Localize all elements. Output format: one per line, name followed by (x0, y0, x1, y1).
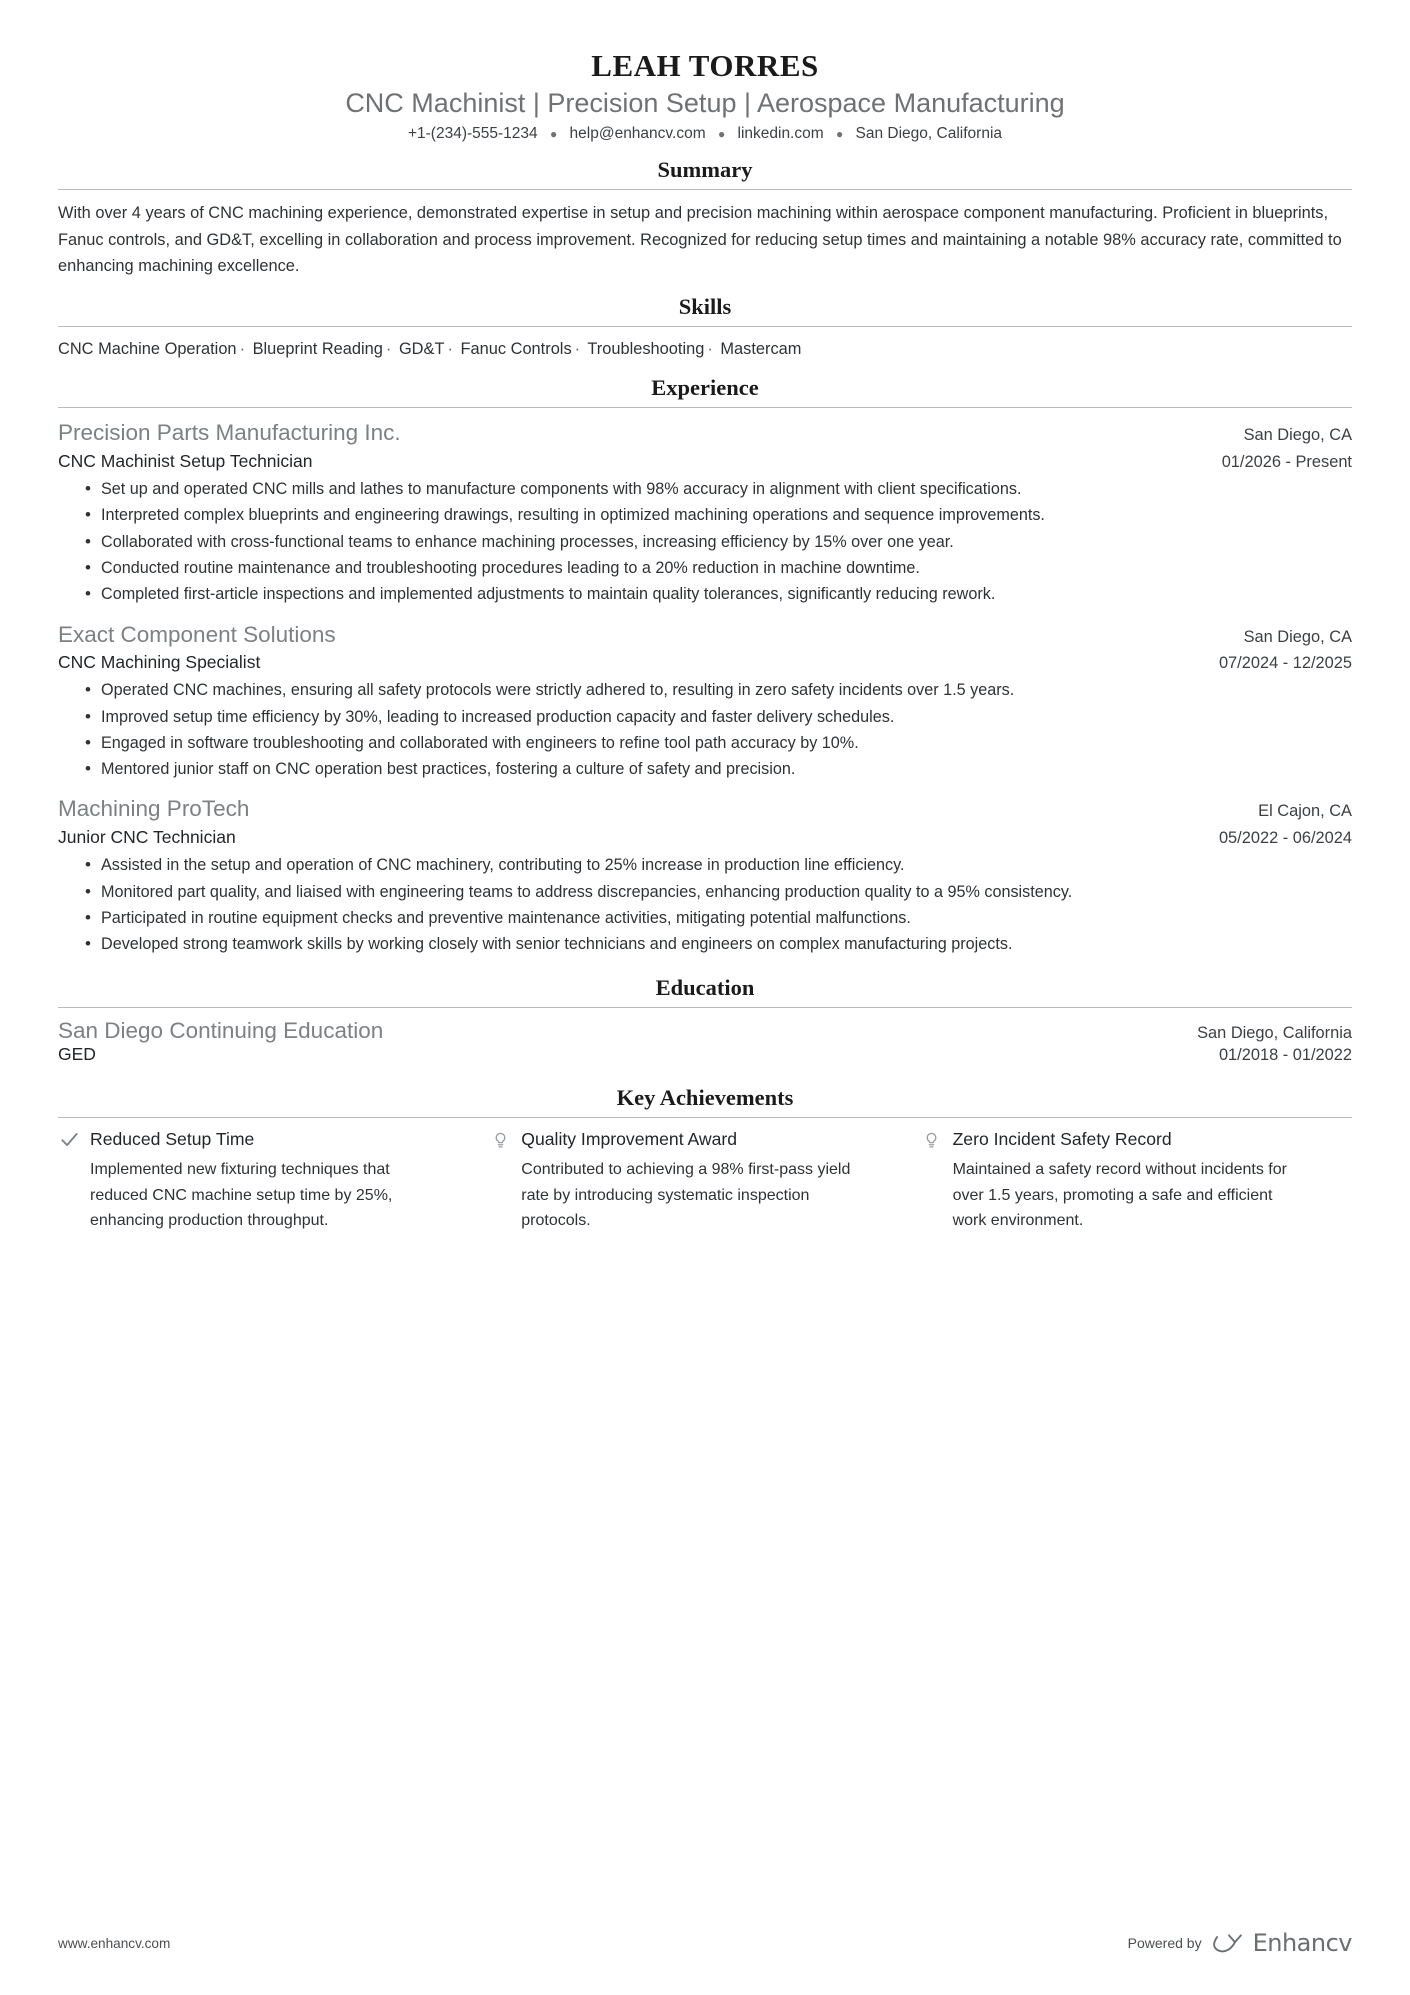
section-title-skills: Skills (678, 293, 732, 319)
bullet-item: • Developed strong teamwork skills by working closely with senior technicians and engineers on complex manufacturing projects. (85, 932, 1352, 957)
experience-bullets (58, 853, 1352, 957)
section-title-achievements: Key Achievements (616, 1085, 794, 1111)
achievement-description: Implemented new fixturing techniques that reduced CNC machine setup time by 25%, enhancing production throughput. (90, 1161, 393, 1230)
education-entry (58, 1018, 1352, 1065)
contact-location: San Diego, California (855, 125, 1003, 142)
page-footer (58, 1929, 1352, 1957)
skill-item: CNC Machine Operation (58, 339, 237, 358)
summary-text: With over 4 years of CNC machining experience, demonstrated expertise in setup and precision machining within aerospace component manufacturing. Proficient in blueprints, Fanuc controls, and GD&T, excelling in collaboration and process improvement. Recognized for reducing setup times and maintaining a notable 98% accuracy rate, committed to enhancing machining excellence. (58, 204, 1342, 276)
candidate-headline: CNC Machinist | Precision Setup | Aerospace Manufacturing (345, 88, 1065, 118)
contact-email[interactable]: help@enhancv.com (569, 125, 706, 142)
bullet-item: • Improved setup time efficiency by 30%, leading to increased production capacity and faster delivery schedules. (85, 705, 1352, 730)
skill-item: Troubleshooting (587, 339, 705, 358)
bullet-item: • Collaborated with cross-functional teams to enhance machining processes, increasing efficiency by 15% over one year. (85, 530, 1352, 555)
contact-linkedin[interactable]: linkedin.com (737, 125, 824, 142)
section-divider (58, 1007, 1352, 1008)
experience-entry (58, 794, 1352, 957)
experience-company: Precision Parts Manufacturing Inc. (58, 420, 401, 446)
section-divider (58, 326, 1352, 327)
skills-list: CNC Machine Operation · Blueprint Reading · GD&T · Fanuc Controls · Troubleshooting · Mastercam (58, 339, 802, 358)
experience-role: CNC Machinist Setup Technician (58, 450, 313, 471)
experience-entry (58, 620, 1352, 783)
contact-phone: +1-(234)-555-1234 (407, 125, 538, 142)
experience-dates: 05/2022 - 06/2024 (1218, 828, 1352, 847)
experience-entry (58, 418, 1352, 607)
bullet-item: • Operated CNC machines, ensuring all safety protocols were strictly adhered to, resulting in zero safety incidents over 1.5 years. (85, 678, 1352, 703)
skill-item: Blueprint Reading (252, 339, 383, 358)
experience-role: CNC Machining Specialist (58, 651, 261, 672)
enhancv-mark-icon (1212, 1930, 1246, 1956)
section-title-experience: Experience (651, 375, 759, 401)
lightbulb-icon (489, 1128, 511, 1234)
bullet-item: • Interpreted complex blueprints and engineering drawings, resulting in optimized machining operations and sequence improvements. (85, 503, 1352, 528)
achievement-item (489, 1128, 920, 1234)
section-title-summary: Summary (657, 157, 753, 182)
achievement-item (921, 1128, 1352, 1234)
contact-line (58, 125, 1352, 143)
experience-location: El Cajon, CA (1258, 802, 1352, 821)
experience-location: San Diego, CA (1243, 426, 1352, 445)
bullet-item: • Conducted routine maintenance and troubleshooting procedures leading to a 20% reduction in machine downtime. (85, 556, 1352, 581)
separator-dot: ● (717, 126, 726, 141)
bullet-item: • Completed first-article inspections and implemented adjustments to maintain quality tolerances, significantly reducing rework. (85, 582, 1352, 607)
bullet-item: • Set up and operated CNC mills and lathes to manufacture components with 98% accuracy in alignment with client specifications. (85, 477, 1352, 502)
achievement-description: Contributed to achieving a 98% first-pass yield rate by introducing systematic inspection protocols. (521, 1161, 851, 1230)
experience-location: San Diego, CA (1243, 627, 1352, 646)
bullet-item: • Assisted in the setup and operation of CNC machinery, contributing to 25% increase in production line efficiency. (85, 853, 1352, 878)
candidate-name: LEAH TORRES (591, 48, 819, 83)
skill-item: GD&T (398, 339, 445, 358)
education-school: San Diego Continuing Education (58, 1018, 384, 1044)
achievement-title: Quality Improvement Award (521, 1129, 738, 1150)
separator-dot: ● (549, 126, 558, 141)
resume-header (58, 48, 1352, 143)
bullet-item: • Engaged in software troubleshooting and collaborated with engineers to refine tool path accuracy by 10%. (85, 731, 1352, 756)
achievement-item (58, 1128, 489, 1234)
lightbulb-icon (921, 1128, 943, 1234)
enhancv-logo (1212, 1929, 1352, 1957)
separator-dot: ● (835, 126, 844, 141)
section-title-education: Education (655, 975, 755, 1001)
bullet-item: • Mentored junior staff on CNC operation best practices, fostering a culture of safety and precision. (85, 757, 1352, 782)
powered-by-label: Powered by (1127, 1935, 1202, 1951)
section-divider (58, 189, 1352, 190)
experience-company: Machining ProTech (58, 796, 250, 822)
experience-dates: 07/2024 - 12/2025 (1218, 653, 1352, 672)
bullet-item: • Participated in routine equipment checks and preventive maintenance activities, mitigating potential malfunctions. (85, 906, 1352, 931)
education-location: San Diego, California (1197, 1024, 1352, 1043)
experience-bullets (58, 477, 1352, 607)
education-dates: 01/2018 - 01/2022 (1218, 1046, 1352, 1065)
skill-item: Fanuc Controls (460, 339, 572, 358)
footer-url[interactable]: www.enhancv.com (58, 1935, 171, 1951)
section-divider (58, 1117, 1352, 1118)
experience-dates: 01/2026 - Present (1221, 452, 1352, 471)
brand-name: Enhancv (1252, 1929, 1352, 1957)
achievement-description: Maintained a safety record without incidents for over 1.5 years, promoting a safe and efficient work environment. (952, 1161, 1287, 1230)
section-divider (58, 407, 1352, 408)
achievements-grid (58, 1128, 1352, 1234)
experience-bullets (58, 678, 1352, 782)
education-degree: GED (58, 1044, 96, 1065)
check-icon (58, 1128, 80, 1234)
experience-role: Junior CNC Technician (58, 826, 236, 847)
achievement-title: Zero Incident Safety Record (952, 1129, 1172, 1150)
achievement-title: Reduced Setup Time (90, 1129, 255, 1150)
skill-item: Mastercam (720, 339, 802, 358)
bullet-item: • Monitored part quality, and liaised with engineering teams to address discrepancies, enhancing production quality to a 95% consistency. (85, 880, 1352, 905)
experience-company: Exact Component Solutions (58, 621, 336, 647)
